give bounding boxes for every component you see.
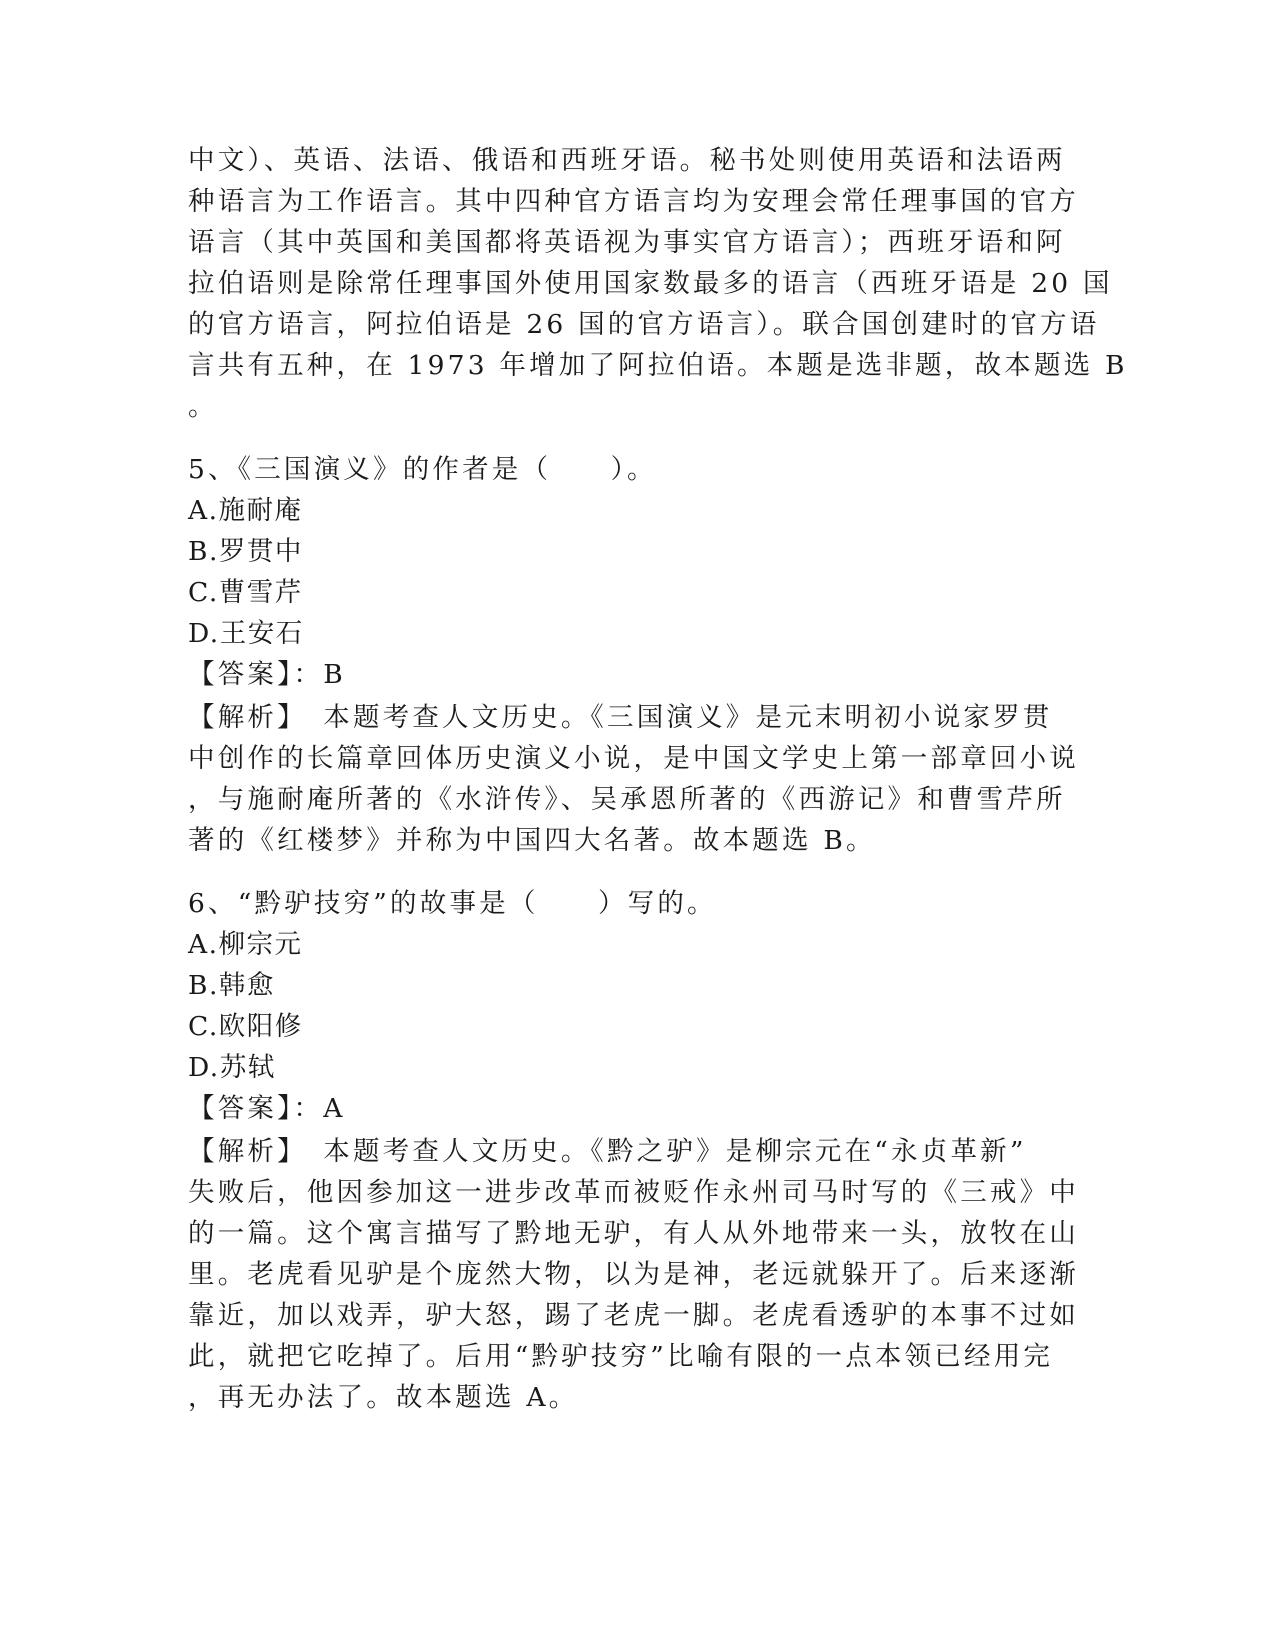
option-d: D.王安石	[188, 618, 304, 649]
text-line: 的官方语言，阿拉伯语是 26 国的官方语言）。联合国创建时的官方语	[188, 309, 1100, 340]
analysis-line: 【解析】 本题考查人文历史。《三国演义》是元末明初小说家罗贯	[188, 702, 1053, 733]
option-b: B.罗贯中	[188, 536, 303, 567]
text-line: 言共有五种，在 1973 年增加了阿拉伯语。本题是选非题，故本题选 B	[188, 350, 1128, 381]
analysis-line: 著的《红楼梦》并称为中国四大名著。故本题选 B。	[188, 825, 876, 856]
analysis-line: 靠近，加以戏弄，驴大怒，踢了老虎一脚。老虎看透驴的本事不过如	[188, 1300, 1079, 1331]
option-d: D.苏轼	[188, 1052, 276, 1083]
text-line: 拉伯语则是除常任理事国外使用国家数最多的语言（西班牙语是 20 国	[188, 268, 1113, 299]
analysis-line: 【解析】 本题考查人文历史。《黔之驴》是柳宗元在“永贞革新”	[188, 1136, 1027, 1167]
analysis-line: 中创作的长篇章回体历史演义小说，是中国文学史上第一部章回小说	[188, 743, 1079, 774]
analysis-line: 里。老虎看见驴是个庞然大物，以为是神，老远就躲开了。后来逐渐	[188, 1259, 1079, 1290]
analysis-line: 失败后，他因参加这一进步改革而被贬作永州司马时写的《三戒》中	[188, 1177, 1079, 1208]
answer-line: 【答案】：A	[188, 1093, 346, 1124]
text-line: 。	[188, 391, 218, 422]
option-c: C.曹雪芹	[188, 577, 303, 608]
text-line: 语言（其中英国和美国都将英语视为事实官方语言）；西班牙语和阿	[188, 227, 1066, 258]
option-a: A.施耐庵	[188, 495, 303, 526]
analysis-line: ，与施耐庵所著的《水浒传》、吴承恩所著的《西游记》和曹雪芹所	[188, 784, 1066, 815]
option-c: C.欧阳修	[188, 1011, 303, 1042]
question-text: 6、“黔驴技穷”的故事是（ ）写的。	[188, 888, 717, 919]
text-line: 种语言为工作语言。其中四种官方语言均为安理会常任理事国的官方	[188, 186, 1079, 217]
option-b: B.韩愈	[188, 970, 275, 1001]
analysis-line: 的一篇。这个寓言描写了黔地无驴，有人从外地带来一头，放牧在山	[188, 1218, 1079, 1249]
question-text: 5、《三国演义》的作者是（ ）。	[188, 454, 657, 485]
text-line: 中文）、英语、法语、俄语和西班牙语。秘书处则使用英语和法语两	[188, 145, 1066, 176]
option-a: A.柳宗元	[188, 929, 303, 960]
analysis-line: ，再无办法了。故本题选 A。	[188, 1382, 579, 1413]
answer-line: 【答案】：B	[188, 659, 346, 690]
analysis-line: 此，就把它吃掉了。后用“黔驴技穷”比喻有限的一点本领已经用完	[188, 1341, 1054, 1372]
